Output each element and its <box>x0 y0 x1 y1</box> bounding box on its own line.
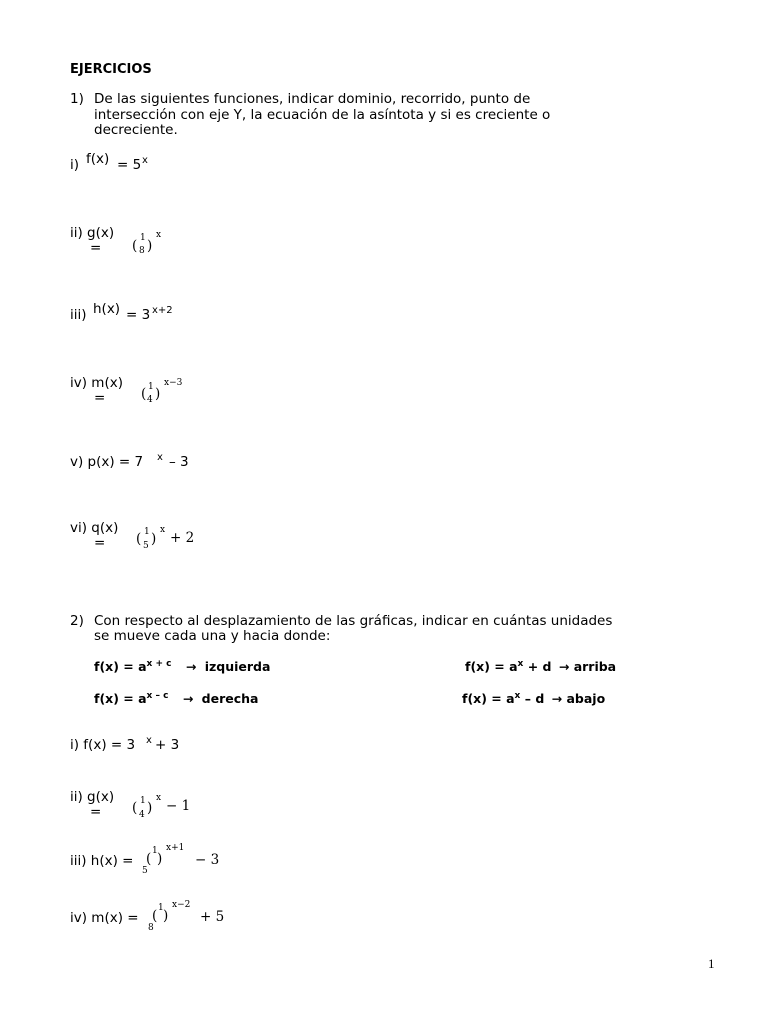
q2-item-iv-denominator: 8 <box>148 923 154 933</box>
q1-item-ii-label: ii) g(x) <box>70 225 115 241</box>
q1-item-vi-label: vi) q(x) <box>70 520 119 536</box>
shift-rule-down-exponent: x <box>514 691 521 701</box>
q2-item-i-text: i) f(x) = 3 <box>70 737 136 753</box>
q1-item-vi-left-paren: ( <box>136 531 142 547</box>
question-1-line-3: decreciente. <box>94 122 178 138</box>
q1-item-v-exponent: x <box>157 452 163 463</box>
q1-item-ii-left-paren: ( <box>132 238 138 254</box>
q1-item-iv-left-paren: ( <box>141 386 147 402</box>
q1-item-ii-right-paren: ) <box>147 238 153 254</box>
shift-rule-up-rest: + d <box>523 659 552 675</box>
q2-item-ii-exponent: x <box>156 793 162 803</box>
q1-item-vi-tail: + 2 <box>170 530 195 546</box>
shift-rule-left-base: f(x) = a <box>94 659 147 675</box>
q1-item-vi-numerator: 1 <box>144 527 150 537</box>
q1-item-i-label: i) <box>70 157 80 173</box>
shift-rule-right-base: f(x) = a <box>94 691 147 707</box>
page-title: EJERCICIOS <box>70 62 152 77</box>
shift-rule-left <box>94 659 270 674</box>
q2-item-iv-left-paren: ( <box>152 908 158 924</box>
q1-item-vi-exponent: x <box>160 525 166 535</box>
q1-item-v-text: v) p(x) = 7 <box>70 454 144 470</box>
shift-rule-up-base: f(x) = a <box>465 659 518 675</box>
q2-item-ii-numerator: 1 <box>140 796 146 806</box>
q1-item-iv-numerator: 1 <box>148 382 154 392</box>
q1-item-iii-rhs: = 3 <box>126 307 151 323</box>
q2-item-iii-tail: − 3 <box>195 852 220 868</box>
q2-item-i-exponent: x <box>146 735 152 746</box>
q1-item-iii-label: iii) <box>70 307 87 323</box>
shift-rule-left-direction: izquierda <box>204 659 271 675</box>
q1-item-i-rhs: = 5 <box>117 157 142 173</box>
question-2-line-1: Con respecto al desplazamiento de las gráficas, indicar en cuántas unidades <box>94 613 613 629</box>
shift-rule-up-exponent: x <box>517 659 524 669</box>
q2-item-iv-label: iv) m(x) = <box>70 910 139 926</box>
q1-item-vi-equals: = <box>94 535 106 551</box>
shift-rule-right-exponent: x – c <box>146 691 169 701</box>
q1-item-iv-equals: = <box>94 390 106 406</box>
q1-item-ii-equals: = <box>90 240 102 256</box>
q2-item-ii-denominator: 4 <box>139 810 145 820</box>
shift-rule-right-arrow: → <box>182 691 194 707</box>
q2-item-ii-right-paren: ) <box>147 800 153 816</box>
shift-rule-down-rest: – d <box>520 691 545 707</box>
shift-rule-up-direction: arriba <box>573 659 617 675</box>
shift-rule-left-exponent: x + c <box>146 659 172 669</box>
q1-item-vi-denominator: 5 <box>143 541 149 551</box>
q2-item-iv-tail: + 5 <box>200 909 225 925</box>
q2-item-ii-tail: − 1 <box>166 798 191 814</box>
q1-item-iii-function-name: h(x) <box>93 301 121 317</box>
shift-rule-down-base: f(x) = a <box>462 691 515 707</box>
q2-item-iii-numerator: 1 <box>152 846 158 856</box>
q1-item-ii-numerator: 1 <box>140 233 146 243</box>
q1-item-vi-right-paren: ) <box>151 531 157 547</box>
shift-rule-right-direction: derecha <box>201 691 259 707</box>
q2-item-iii-right-paren: ) <box>157 851 163 867</box>
q1-item-iv-label: iv) m(x) <box>70 375 123 391</box>
shift-rule-up-arrow: → <box>558 659 570 675</box>
q2-item-i-tail: + 3 <box>155 737 180 753</box>
q1-item-iv-denominator: 4 <box>147 395 153 405</box>
q2-item-iv-right-paren: ) <box>163 908 169 924</box>
q2-item-iii-label: iii) h(x) = <box>70 853 134 869</box>
question-1-line-1: De las siguientes funciones, indicar dominio, recorrido, punto de <box>94 91 531 107</box>
q2-item-iii-denominator: 5 <box>142 866 148 876</box>
shift-rule-left-arrow: → <box>185 659 197 675</box>
q1-item-iii-exponent: x+2 <box>152 305 173 316</box>
q1-item-i-function-name: f(x) <box>86 151 110 167</box>
q2-item-ii-equals: = <box>90 804 102 820</box>
q1-item-iv-right-paren: ) <box>155 386 161 402</box>
q1-item-v-tail: – 3 <box>169 454 189 470</box>
question-2-line-2: se mueve cada una y hacia donde: <box>94 628 331 644</box>
question-2-number: 2) <box>70 613 84 629</box>
shift-rule-up <box>465 659 616 674</box>
q2-item-iii-exponent: x+1 <box>166 843 185 853</box>
q1-item-ii-exponent: x <box>156 230 162 240</box>
question-1-number: 1) <box>70 91 84 107</box>
q2-item-ii-left-paren: ( <box>132 800 138 816</box>
q2-item-iv-numerator: 1 <box>158 903 164 913</box>
q2-item-ii-label: ii) g(x) <box>70 789 115 805</box>
shift-rule-down <box>462 691 605 706</box>
q1-item-ii-denominator: 8 <box>139 246 145 256</box>
q2-item-iv-exponent: x−2 <box>172 900 191 910</box>
q1-item-iv-exponent: x−3 <box>164 378 183 388</box>
question-1-line-2: intersección con eje Y, la ecuación de la asíntota y si es creciente o <box>94 107 551 123</box>
shift-rule-down-arrow: → <box>551 691 563 707</box>
page-number: 1 <box>708 956 715 971</box>
q2-item-iii-left-paren: ( <box>146 851 152 867</box>
shift-rule-right <box>94 691 258 706</box>
shift-rule-down-direction: abajo <box>566 691 606 707</box>
q1-item-i-exponent: x <box>142 155 148 166</box>
